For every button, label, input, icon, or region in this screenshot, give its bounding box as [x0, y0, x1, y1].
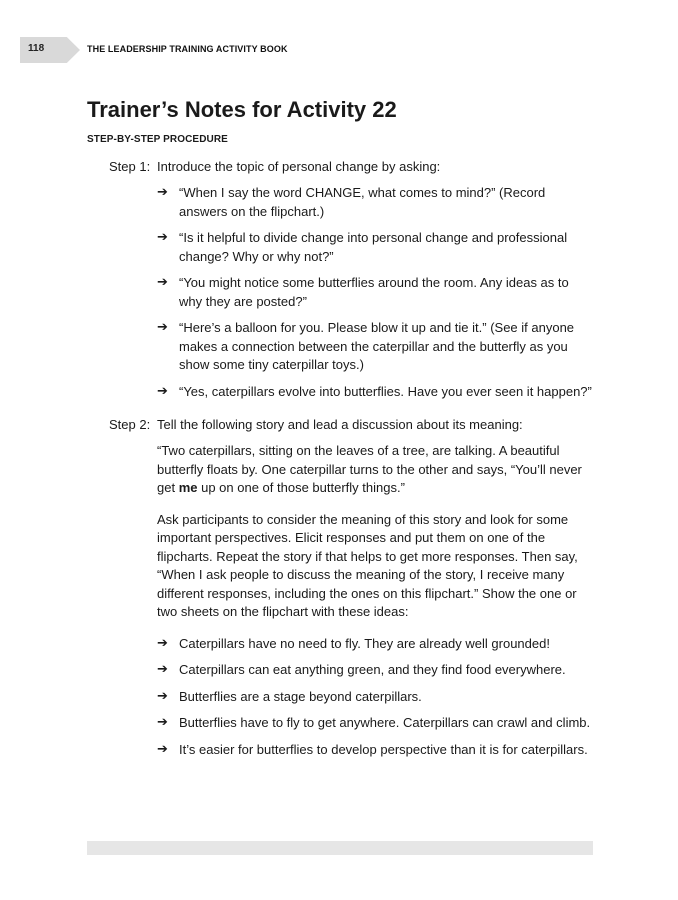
list-item [157, 635, 595, 654]
footer-bar [87, 841, 593, 855]
step-1 [109, 157, 595, 176]
page-content [87, 96, 595, 759]
page-number: 118 [28, 43, 45, 54]
list-item-text: “Yes, caterpillars evolve into butterflies. Have you ever seen it happen?” [179, 383, 592, 399]
arrow-icon: ➔ [157, 320, 168, 335]
list-item [157, 714, 595, 733]
book-title: THE LEADERSHIP TRAINING ACTIVITY BOOK [87, 44, 288, 54]
arrow-icon: ➔ [157, 185, 168, 200]
running-header [0, 37, 678, 63]
list-item [157, 383, 595, 402]
list-item-text: Caterpillars have no need to fly. They are already well grounded! [179, 635, 550, 651]
step-2-bullet-list [157, 635, 595, 760]
story-text-start: “Two caterpillars, sitting on the leaves of a tree, are talking. A beautiful butterfly floats by. One caterpillar turns to the other and says, “You’ll never get [157, 443, 582, 495]
story-emphasis: me [178, 480, 198, 495]
list-item-text: It’s easier for butterflies to develop perspective than it is for caterpillars. [179, 741, 588, 757]
arrow-icon: ➔ [157, 688, 168, 704]
story-text-end: up on one of those butterfly things.” [197, 480, 405, 495]
step-2 [109, 415, 595, 434]
arrow-icon: ➔ [157, 715, 168, 730]
step-1-text: Introduce the topic of personal change by asking: [157, 159, 441, 174]
step-1-bullet-list [157, 184, 595, 401]
step-2-text: Tell the following story and lead a discussion about its meaning: [157, 417, 523, 432]
list-item [157, 229, 595, 266]
arrow-icon: ➔ [157, 230, 168, 245]
list-item-text: “Is it helpful to divide change into personal change and professional change? Why or why not?” [179, 230, 568, 264]
arrow-icon: ➔ [157, 275, 168, 290]
arrow-icon: ➔ [157, 383, 168, 399]
step-2-label: Step 2: [109, 417, 151, 432]
list-item-text: “When I say the word CHANGE, what comes to mind?” (Record answers on the flipchart.) [179, 185, 546, 219]
section-heading: STEP-BY-STEP PROCEDURE [87, 134, 228, 145]
arrow-icon: ➔ [157, 635, 168, 651]
list-item [157, 741, 595, 760]
list-item-text: Butterflies are a stage beyond caterpillars. [179, 688, 422, 704]
list-item [157, 661, 595, 680]
page-title: Trainer’s Notes for Activity 22 [87, 97, 397, 122]
list-item [157, 688, 595, 707]
instructions-paragraph: Ask participants to consider the meaning of this story and look for some important perspectives. Elicit responses and put them on one of the flipcharts. Repeat the story if that helps to get more responses. Then say, “When I ask people to discuss the meaning of the story, I receive many different responses, including the ones on this flipchart.” Show the one or two sheets on the flipchart with these ideas: [157, 511, 578, 619]
list-item-text: “You might notice some butterflies around the room. Any ideas as to why they are posted?” [179, 275, 569, 309]
list-item-text: “Here’s a balloon for you. Please blow it up and tie it.” (See if anyone makes a connection between the caterpillar and the butterfly as you show some tiny caterpillar toys.) [179, 320, 575, 372]
list-item [157, 319, 595, 375]
list-item [157, 274, 595, 311]
list-item-text: Butterflies have to fly to get anywhere. Caterpillars can crawl and climb. [179, 715, 591, 730]
story-paragraph [157, 442, 595, 498]
arrow-icon: ➔ [157, 662, 168, 677]
list-item-text: Caterpillars can eat anything green, and they find food everywhere. [179, 662, 566, 677]
step-1-label: Step 1: [109, 159, 151, 174]
arrow-icon: ➔ [157, 741, 168, 757]
list-item [157, 184, 595, 221]
